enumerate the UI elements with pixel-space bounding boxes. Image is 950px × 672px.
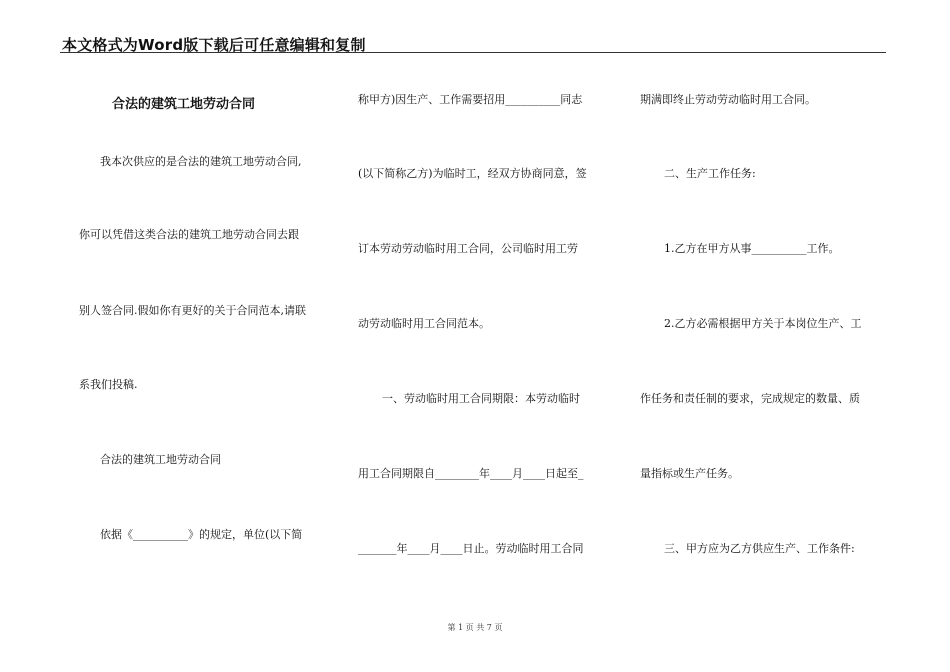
col2-line-7: _______年____月____日止。劳动临时用工合同 — [358, 542, 584, 555]
col1-line-3: 别人签合同.假如你有更好的关于合同范本,请联 — [79, 304, 306, 317]
document-header: 本文格式为Word版下载后可任意编辑和复制 — [62, 36, 366, 54]
col3-line-7: 三、甲方应为乙方供应生产、工作条件: — [664, 542, 855, 555]
col1-line-6: 依据《__________》的规定，单位(以下简 — [100, 528, 303, 541]
col2-line-2: (以下简称乙方)为临时工，经双方协商同意，签 — [358, 167, 587, 180]
col2-line-3: 订本劳动劳动临时用工合同，公司临时用工劳 — [358, 242, 578, 255]
col2-line-6: 用工合同期限自________年____月____日起至_ — [358, 467, 584, 480]
col1-line-4: 系我们投稿. — [79, 378, 138, 391]
col3-line-5: 作任务和责任制的要求，完成规定的数量、质 — [640, 392, 860, 405]
document-title: 合法的建筑工地劳动合同 — [112, 97, 256, 112]
col2-line-4: 动劳动临时用工合同范本。 — [358, 317, 490, 330]
col3-line-4: 2.乙方必需根据甲方关于本岗位生产、工 — [664, 317, 862, 330]
col3-line-1: 期满即终止劳动劳动临时用工合同。 — [640, 93, 816, 106]
header-divider — [60, 52, 886, 53]
col2-line-1: 称甲方)因生产、工作需要招用__________同志 — [358, 93, 583, 106]
col1-line-2: 你可以凭借这类合法的建筑工地劳动合同去跟 — [79, 228, 299, 241]
col1-line-1: 我本次供应的是合法的建筑工地劳动合同, — [100, 155, 302, 168]
col3-line-6: 量指标或生产任务。 — [640, 467, 739, 480]
page-number: 第 1 页 共 7 页 — [447, 623, 503, 632]
col1-line-5: 合法的建筑工地劳动合同 — [100, 453, 221, 466]
col3-line-3: 1.乙方在甲方从事__________工作。 — [664, 242, 840, 255]
col3-line-2: 二、生产工作任务: — [664, 167, 756, 180]
col2-line-5: 一、劳动临时用工合同期限：本劳动临时 — [382, 392, 580, 405]
